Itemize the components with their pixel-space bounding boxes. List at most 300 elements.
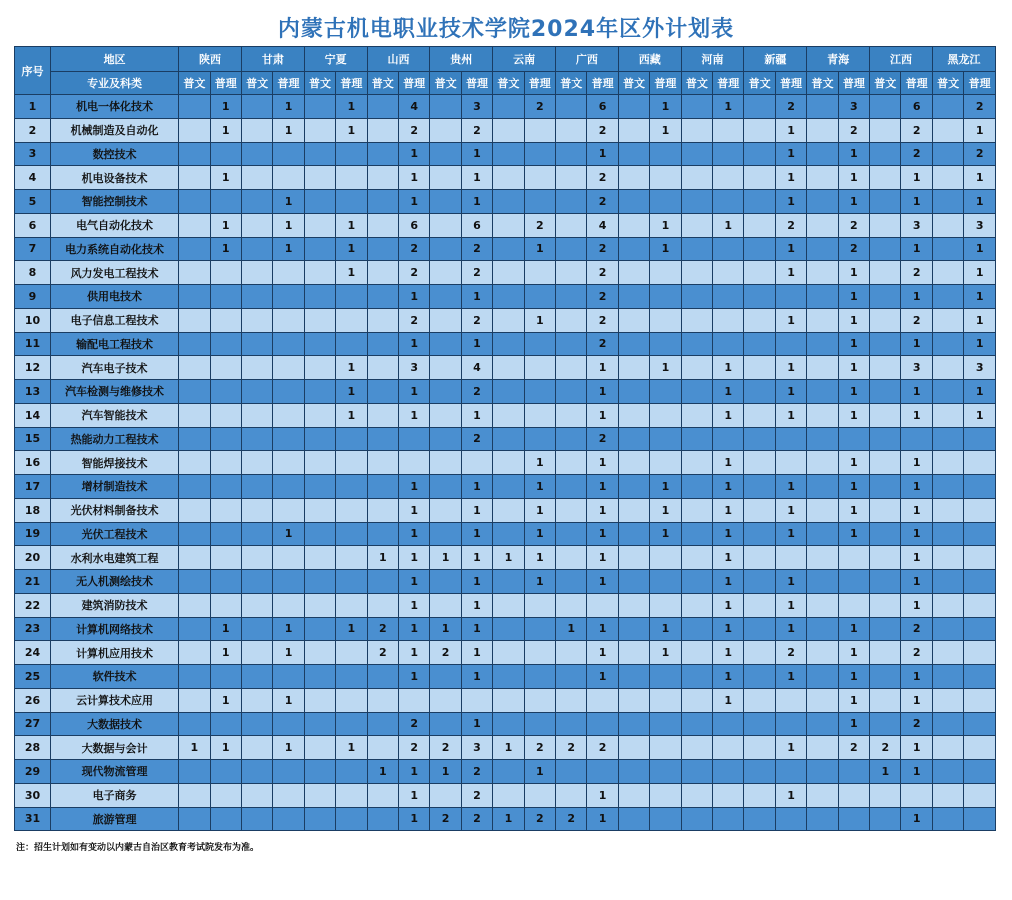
quota-cell: 1 (210, 688, 241, 712)
quota-cell (241, 332, 272, 356)
quota-cell (493, 190, 524, 214)
quota-cell (524, 665, 555, 689)
quota-cell (273, 403, 304, 427)
quota-cell: 1 (336, 403, 367, 427)
quota-cell (493, 665, 524, 689)
major-name: 风力发电工程技术 (51, 261, 179, 285)
quota-cell: 2 (398, 237, 429, 261)
quota-cell (304, 237, 335, 261)
quota-cell (241, 95, 272, 119)
header-subject-wen: 普文 (618, 72, 649, 95)
quota-cell: 1 (838, 522, 869, 546)
quota-cell (367, 403, 398, 427)
quota-cell: 1 (775, 261, 806, 285)
quota-cell: 1 (461, 641, 492, 665)
quota-cell (210, 190, 241, 214)
quota-cell (179, 142, 210, 166)
quota-cell (807, 237, 838, 261)
quota-cell: 1 (461, 166, 492, 190)
quota-cell (367, 166, 398, 190)
quota-cell (493, 427, 524, 451)
major-name: 热能动力工程技术 (51, 427, 179, 451)
major-name: 汽车智能技术 (51, 403, 179, 427)
quota-cell (336, 593, 367, 617)
quota-cell (304, 380, 335, 404)
quota-cell (650, 665, 681, 689)
row-number: 18 (15, 498, 51, 522)
quota-cell: 1 (838, 332, 869, 356)
quota-cell (932, 570, 963, 594)
header-province: 黑龙江 (932, 47, 995, 72)
quota-cell (556, 665, 587, 689)
header-province: 贵州 (430, 47, 493, 72)
quota-cell (430, 712, 461, 736)
quota-cell: 1 (398, 617, 429, 641)
row-number: 14 (15, 403, 51, 427)
quota-cell (556, 237, 587, 261)
quota-cell (807, 142, 838, 166)
quota-cell (273, 285, 304, 309)
quota-cell: 1 (838, 617, 869, 641)
quota-cell (650, 285, 681, 309)
quota-cell (556, 261, 587, 285)
quota-cell: 1 (398, 332, 429, 356)
quota-cell (210, 546, 241, 570)
quota-cell: 1 (398, 285, 429, 309)
quota-cell: 1 (587, 403, 618, 427)
quota-cell (775, 427, 806, 451)
quota-cell: 1 (587, 451, 618, 475)
quota-cell (304, 546, 335, 570)
row-number: 16 (15, 451, 51, 475)
quota-cell (430, 403, 461, 427)
major-name: 大数据与会计 (51, 736, 179, 760)
row-number: 22 (15, 593, 51, 617)
quota-cell (932, 237, 963, 261)
quota-cell (713, 332, 744, 356)
quota-cell (681, 166, 712, 190)
quota-cell: 1 (775, 118, 806, 142)
quota-cell (304, 807, 335, 831)
quota-cell (650, 760, 681, 784)
quota-cell (273, 760, 304, 784)
quota-cell (964, 593, 996, 617)
quota-cell (681, 95, 712, 119)
quota-cell (618, 665, 649, 689)
quota-cell (398, 451, 429, 475)
quota-cell (556, 783, 587, 807)
quota-cell (681, 617, 712, 641)
quota-cell (964, 688, 996, 712)
quota-cell (367, 261, 398, 285)
quota-cell (430, 95, 461, 119)
quota-cell: 1 (901, 546, 932, 570)
quota-cell (964, 783, 996, 807)
quota-cell (932, 332, 963, 356)
quota-cell: 2 (901, 261, 932, 285)
quota-cell (430, 570, 461, 594)
quota-cell (713, 308, 744, 332)
quota-cell (681, 118, 712, 142)
quota-cell: 1 (775, 237, 806, 261)
quota-cell (241, 712, 272, 736)
quota-cell: 1 (493, 546, 524, 570)
quota-cell (524, 118, 555, 142)
header-subject-li: 普理 (524, 72, 555, 95)
table-row (15, 427, 996, 451)
quota-cell (650, 688, 681, 712)
quota-cell: 1 (838, 665, 869, 689)
quota-cell: 1 (775, 475, 806, 499)
quota-cell: 2 (524, 213, 555, 237)
quota-cell: 2 (587, 308, 618, 332)
quota-cell (430, 380, 461, 404)
header-subject-wen: 普文 (367, 72, 398, 95)
quota-cell (304, 712, 335, 736)
row-number: 17 (15, 475, 51, 499)
quota-cell (179, 641, 210, 665)
quota-cell (524, 593, 555, 617)
quota-cell: 1 (587, 522, 618, 546)
quota-cell (681, 570, 712, 594)
quota-cell (524, 688, 555, 712)
quota-cell: 1 (556, 617, 587, 641)
quota-cell (744, 617, 775, 641)
quota-cell: 1 (461, 570, 492, 594)
quota-cell: 1 (901, 665, 932, 689)
quota-cell: 1 (775, 356, 806, 380)
quota-cell (964, 760, 996, 784)
quota-cell (241, 190, 272, 214)
quota-cell (618, 213, 649, 237)
quota-cell: 1 (713, 641, 744, 665)
quota-cell: 1 (838, 451, 869, 475)
quota-cell: 1 (461, 498, 492, 522)
quota-cell: 1 (398, 570, 429, 594)
quota-cell (681, 522, 712, 546)
header-province: 甘肃 (241, 47, 304, 72)
quota-cell (367, 475, 398, 499)
quota-cell (336, 783, 367, 807)
quota-cell (775, 807, 806, 831)
quota-cell (618, 356, 649, 380)
quota-cell: 1 (964, 190, 996, 214)
quota-cell (493, 475, 524, 499)
quota-cell (964, 498, 996, 522)
quota-cell (367, 356, 398, 380)
quota-cell: 1 (901, 475, 932, 499)
header-province: 西藏 (618, 47, 681, 72)
quota-cell: 2 (461, 237, 492, 261)
quota-cell: 1 (273, 190, 304, 214)
quota-cell: 3 (901, 356, 932, 380)
quota-cell (210, 451, 241, 475)
quota-cell (210, 427, 241, 451)
quota-cell (367, 783, 398, 807)
quota-cell: 1 (901, 736, 932, 760)
quota-cell (618, 332, 649, 356)
quota-cell (932, 166, 963, 190)
quota-cell (681, 712, 712, 736)
quota-cell (681, 308, 712, 332)
quota-cell: 2 (587, 190, 618, 214)
quota-cell: 1 (650, 118, 681, 142)
quota-cell: 1 (461, 617, 492, 641)
quota-cell (273, 593, 304, 617)
table-row (15, 95, 996, 119)
quota-cell: 1 (775, 665, 806, 689)
quota-cell: 1 (273, 95, 304, 119)
table-row (15, 570, 996, 594)
quota-cell (367, 665, 398, 689)
quota-cell (336, 665, 367, 689)
quota-cell: 1 (838, 641, 869, 665)
quota-cell: 2 (367, 641, 398, 665)
quota-cell (870, 546, 901, 570)
quota-cell (367, 380, 398, 404)
quota-cell (807, 332, 838, 356)
quota-cell (650, 308, 681, 332)
header-subject-wen: 普文 (807, 72, 838, 95)
quota-cell: 2 (430, 641, 461, 665)
row-number: 7 (15, 237, 51, 261)
table-row (15, 617, 996, 641)
quota-cell: 4 (587, 213, 618, 237)
major-name: 机械制造及自动化 (51, 118, 179, 142)
quota-cell (493, 403, 524, 427)
quota-cell (430, 783, 461, 807)
quota-cell (870, 166, 901, 190)
table-row (15, 475, 996, 499)
quota-cell: 1 (838, 308, 869, 332)
quota-cell (304, 522, 335, 546)
quota-cell: 1 (650, 617, 681, 641)
quota-cell (241, 760, 272, 784)
quota-cell: 2 (461, 308, 492, 332)
quota-cell (713, 237, 744, 261)
quota-cell (493, 213, 524, 237)
quota-cell (179, 213, 210, 237)
quota-cell (775, 760, 806, 784)
quota-cell (241, 285, 272, 309)
quota-cell: 1 (336, 356, 367, 380)
quota-cell (336, 332, 367, 356)
quota-cell: 1 (210, 95, 241, 119)
quota-cell (241, 213, 272, 237)
quota-cell (618, 712, 649, 736)
quota-cell: 2 (587, 332, 618, 356)
quota-cell: 2 (901, 308, 932, 332)
major-name: 数控技术 (51, 142, 179, 166)
quota-cell: 1 (713, 665, 744, 689)
quota-cell: 2 (587, 736, 618, 760)
quota-cell: 2 (367, 617, 398, 641)
quota-cell (336, 641, 367, 665)
quota-cell (807, 427, 838, 451)
quota-cell (179, 475, 210, 499)
quota-cell: 1 (587, 380, 618, 404)
quota-cell (493, 332, 524, 356)
quota-cell (964, 617, 996, 641)
quota-cell (932, 522, 963, 546)
quota-cell (367, 237, 398, 261)
quota-cell (304, 736, 335, 760)
table-row (15, 213, 996, 237)
quota-cell (461, 688, 492, 712)
quota-cell: 1 (901, 403, 932, 427)
quota-cell (493, 261, 524, 285)
quota-cell (807, 190, 838, 214)
quota-cell (964, 712, 996, 736)
quota-cell (304, 95, 335, 119)
quota-cell (618, 475, 649, 499)
quota-cell: 1 (838, 498, 869, 522)
quota-cell (807, 380, 838, 404)
quota-cell (179, 166, 210, 190)
quota-cell: 1 (650, 95, 681, 119)
quota-cell: 1 (587, 546, 618, 570)
quota-cell (241, 546, 272, 570)
quota-cell (556, 641, 587, 665)
quota-cell (241, 498, 272, 522)
quota-cell (210, 475, 241, 499)
quota-cell (556, 427, 587, 451)
quota-cell (587, 593, 618, 617)
quota-cell (807, 95, 838, 119)
quota-cell (650, 380, 681, 404)
quota-cell (618, 118, 649, 142)
quota-cell: 1 (336, 380, 367, 404)
header-major: 专业及科类 (51, 72, 179, 95)
quota-cell: 2 (587, 427, 618, 451)
major-name: 光伏材料制备技术 (51, 498, 179, 522)
quota-cell (870, 617, 901, 641)
table-row (15, 403, 996, 427)
quota-cell (367, 498, 398, 522)
quota-cell (618, 783, 649, 807)
plan-table (14, 46, 996, 831)
table-row (15, 712, 996, 736)
quota-cell (870, 332, 901, 356)
quota-cell (618, 760, 649, 784)
quota-cell: 1 (587, 617, 618, 641)
quota-cell (273, 712, 304, 736)
quota-cell (430, 213, 461, 237)
quota-cell: 1 (650, 641, 681, 665)
quota-cell: 1 (901, 688, 932, 712)
quota-cell: 1 (964, 380, 996, 404)
quota-cell (241, 451, 272, 475)
header-province: 青海 (807, 47, 870, 72)
quota-cell (493, 760, 524, 784)
quota-cell (367, 285, 398, 309)
quota-cell (273, 308, 304, 332)
header-row-subjects (15, 72, 996, 95)
quota-cell (870, 142, 901, 166)
table-row (15, 498, 996, 522)
quota-cell (807, 783, 838, 807)
major-name: 汽车电子技术 (51, 356, 179, 380)
quota-cell: 1 (650, 213, 681, 237)
table-row (15, 308, 996, 332)
quota-cell (556, 118, 587, 142)
quota-cell: 3 (461, 736, 492, 760)
quota-cell (870, 807, 901, 831)
quota-cell (618, 688, 649, 712)
header-subject-li: 普理 (838, 72, 869, 95)
quota-cell (367, 332, 398, 356)
quota-cell (744, 332, 775, 356)
quota-cell: 2 (398, 308, 429, 332)
quota-cell: 1 (713, 380, 744, 404)
quota-cell (241, 261, 272, 285)
quota-cell: 1 (775, 403, 806, 427)
row-number: 26 (15, 688, 51, 712)
table-row (15, 736, 996, 760)
quota-cell (870, 688, 901, 712)
quota-cell (304, 451, 335, 475)
quota-cell (461, 451, 492, 475)
quota-cell (618, 261, 649, 285)
quota-cell (744, 760, 775, 784)
quota-cell (304, 688, 335, 712)
quota-cell: 1 (461, 475, 492, 499)
quota-cell (932, 807, 963, 831)
quota-cell (870, 237, 901, 261)
quota-cell (556, 356, 587, 380)
quota-cell (556, 760, 587, 784)
quota-cell (870, 783, 901, 807)
quota-cell: 1 (901, 760, 932, 784)
quota-cell (367, 213, 398, 237)
quota-cell (556, 712, 587, 736)
page-title: 内蒙古机电职业技术学院2024年区外计划表 (277, 17, 735, 42)
quota-cell (650, 427, 681, 451)
quota-cell (524, 380, 555, 404)
quota-cell (493, 237, 524, 261)
quota-cell: 3 (964, 356, 996, 380)
quota-cell (932, 95, 963, 119)
quota-cell: 4 (461, 356, 492, 380)
quota-cell (807, 118, 838, 142)
quota-cell: 1 (713, 593, 744, 617)
quota-cell (744, 498, 775, 522)
quota-cell (681, 783, 712, 807)
quota-cell (179, 688, 210, 712)
quota-cell: 1 (398, 522, 429, 546)
quota-cell (807, 403, 838, 427)
quota-cell (870, 451, 901, 475)
quota-cell (650, 403, 681, 427)
quota-cell (556, 190, 587, 214)
row-number: 20 (15, 546, 51, 570)
quota-cell (179, 807, 210, 831)
quota-cell (304, 190, 335, 214)
quota-cell (524, 332, 555, 356)
quota-cell (430, 332, 461, 356)
quota-cell (210, 760, 241, 784)
quota-cell: 1 (398, 783, 429, 807)
quota-cell: 1 (587, 783, 618, 807)
quota-cell (304, 760, 335, 784)
header-subject-wen: 普文 (430, 72, 461, 95)
quota-cell (241, 570, 272, 594)
quota-cell (273, 546, 304, 570)
table-row (15, 237, 996, 261)
row-number: 6 (15, 213, 51, 237)
major-name: 云计算技术应用 (51, 688, 179, 712)
quota-cell: 1 (336, 736, 367, 760)
